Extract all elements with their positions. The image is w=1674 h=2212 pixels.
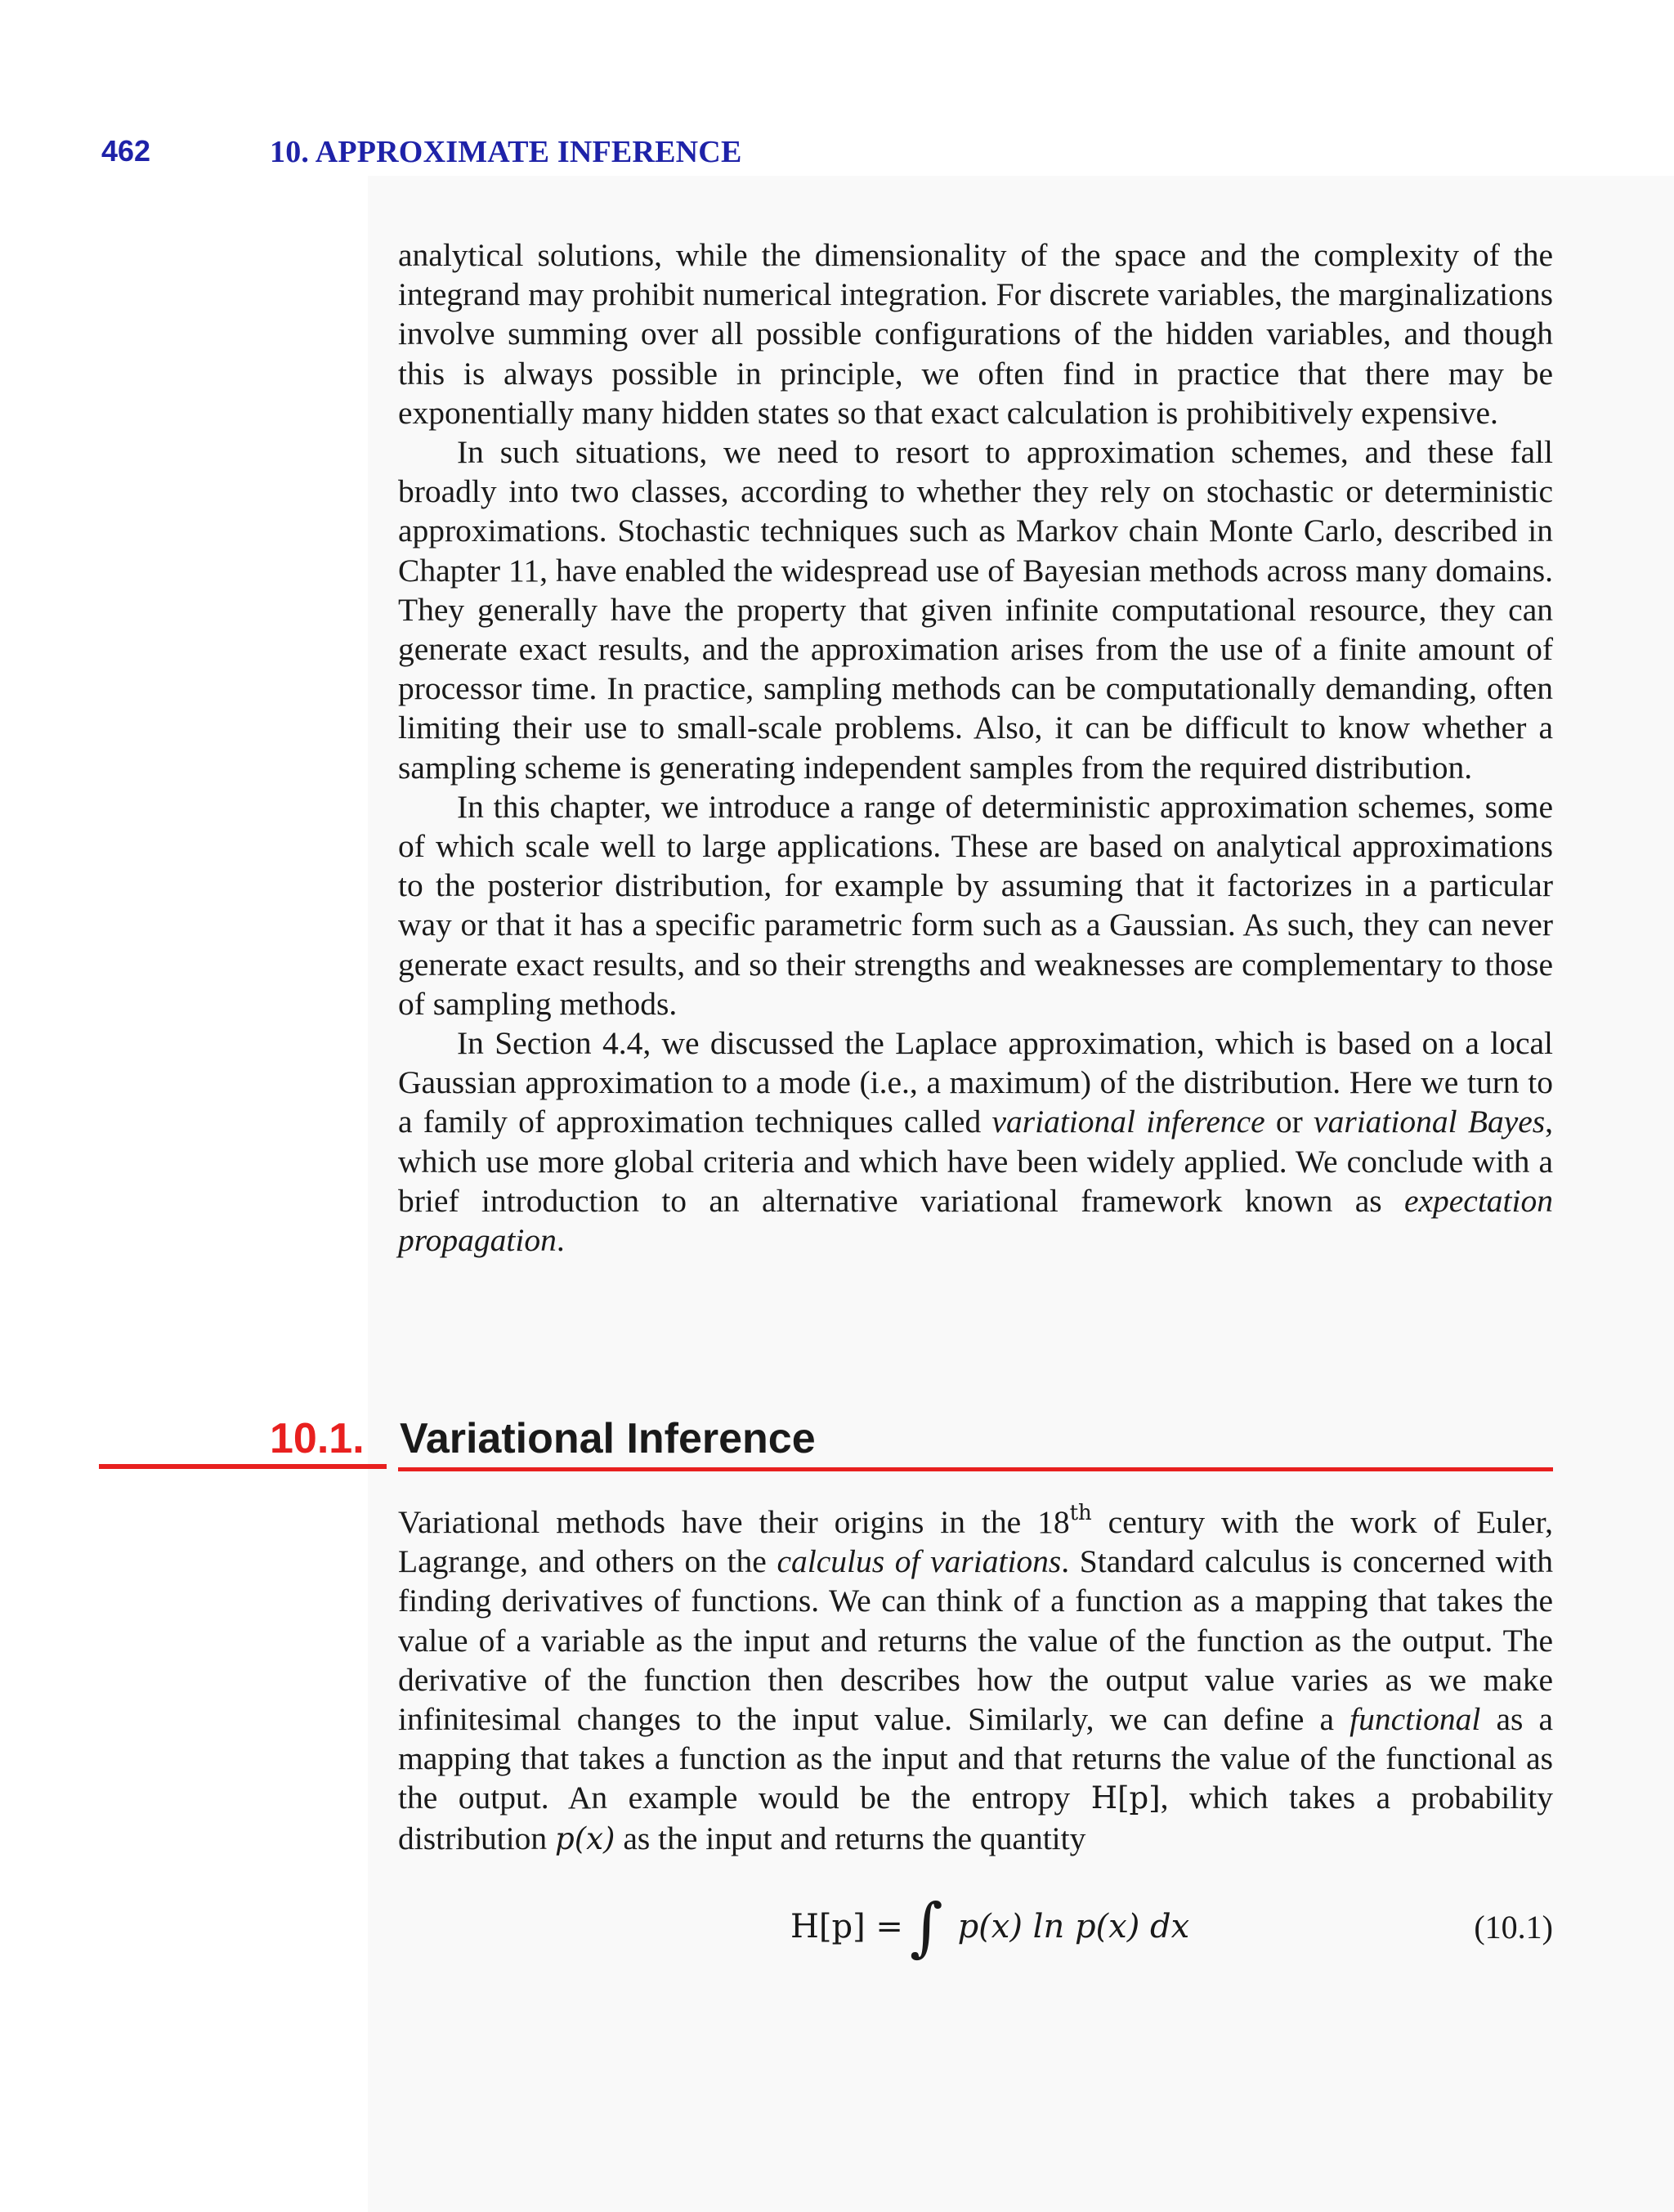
superscript-th: th [1069,1501,1092,1525]
integral-sign: ∫ [909,1891,943,1964]
s-text-e: , which takes a probability distribution [398,1780,1553,1856]
math-px: p(x) [555,1820,615,1856]
section-body [398,1502,1553,1859]
term-expectation-propagation: expectation propagation [398,1182,1553,1259]
equation-number: (10.1) [1474,1909,1553,1946]
section-heading [0,1410,1674,1475]
equation-rhs: p(x) ln p(x) dx [957,1908,1190,1946]
term-variational-bayes: variational Bayes [1314,1104,1546,1140]
intro-text [398,235,1553,1260]
paragraph-2: In such situations, we need to resort to approximation schemes, and these fall broadly into two classes, according to whether they rely on stochastic or deterministic approximations. Stochastic techniques such as Markov chain Monte Carlo, described in Chapter 11, have enabled the widespread use of Bayesian methods across many domains. They generally have the property that given infinite computational resource, they can generate exact results, and the approximation arises from the use of a finite amount of processor time. In practice, sampling methods can be computationally demanding, often limiting their use to small-scale problems. Also, it can be difficult to know whether a sampling scheme is generating independent samples from the required distribution. [398,434,1553,786]
section-rule-right [398,1467,1553,1471]
math-entropy: H[p] [1090,1780,1161,1816]
s-text-a: Variational methods have their origins in the 18 [398,1504,1070,1540]
paragraph-3: In this chapter, we introduce a range of deterministic approximation schemes, some of which scale well to large applications. These are based on analytical approximations to the posterior distribution, for example by assuming that it factorizes in a particular way or that it has a specific parametric form such as a Gaussian. As such, they can never generate exact results, and so their strengths and weaknesses are complementary to those of sampling methods. [398,788,1553,1022]
s-text-c: . Standard calculus is concerned with finding derivatives of functions. We can think of a function as a mapping that takes the value of a variable as the input and returns the value of the function as the output. The derivative of the function then describes how the output value varies as we make infinitesimal changes to the input value. Similarly, we can define a [398,1543,1553,1738]
equation-lhs: H[p] = [790,1908,903,1946]
p4-text-a: In Section 4.4, we discussed the Laplace approximation, which is based on a local Gaussian approximation to a mode (i.e., a maximum) of the distribution. Here we turn to a family of approximation techniques called [398,1025,1553,1140]
p4-text-d: . [556,1222,565,1259]
s-text-d: as a mapping that takes a function as the input and that returns the value of the functional as the output. An example would be the entropy [398,1701,1554,1816]
term-calculus-of-variations: calculus of variations [777,1543,1062,1580]
p4-text-c: , which use more global criteria and which have been widely applied. We conclude with a brief introduction to an alternative variational framework known as [398,1104,1554,1219]
term-functional: functional [1349,1701,1481,1738]
p4-text-b: or [1264,1104,1314,1140]
equation-10-1 [398,1891,1553,1978]
chapter-title: 10. APPROXIMATE INFERENCE [270,135,742,169]
paragraph-4 [398,1023,1553,1260]
running-header [0,131,1674,180]
paragraph-1: analytical solutions, while the dimensionality of the space and the complexity of the integrand may prohibit numerical integration. For discrete variables, the marginalizations involve summing over all possible configurations of the hidden variables, and though this is always possible in principle, we often find in practice that there may be exponentially many hidden states so that exact calculation is prohibitively expensive. [398,237,1553,431]
equation-body [790,1891,1190,1964]
section-title: Variational Inference [400,1415,816,1462]
page-number: 462 [101,134,151,168]
section-rule-left [99,1464,387,1469]
s-text-b: century with the work of Euler, Lagrange, and others on the [398,1504,1553,1580]
term-variational-inference: variational inference [991,1104,1265,1140]
section-paragraph [398,1502,1553,1859]
s-text-f: as the input and returns the quantity [615,1820,1086,1856]
section-number: 10.1. [270,1415,365,1462]
